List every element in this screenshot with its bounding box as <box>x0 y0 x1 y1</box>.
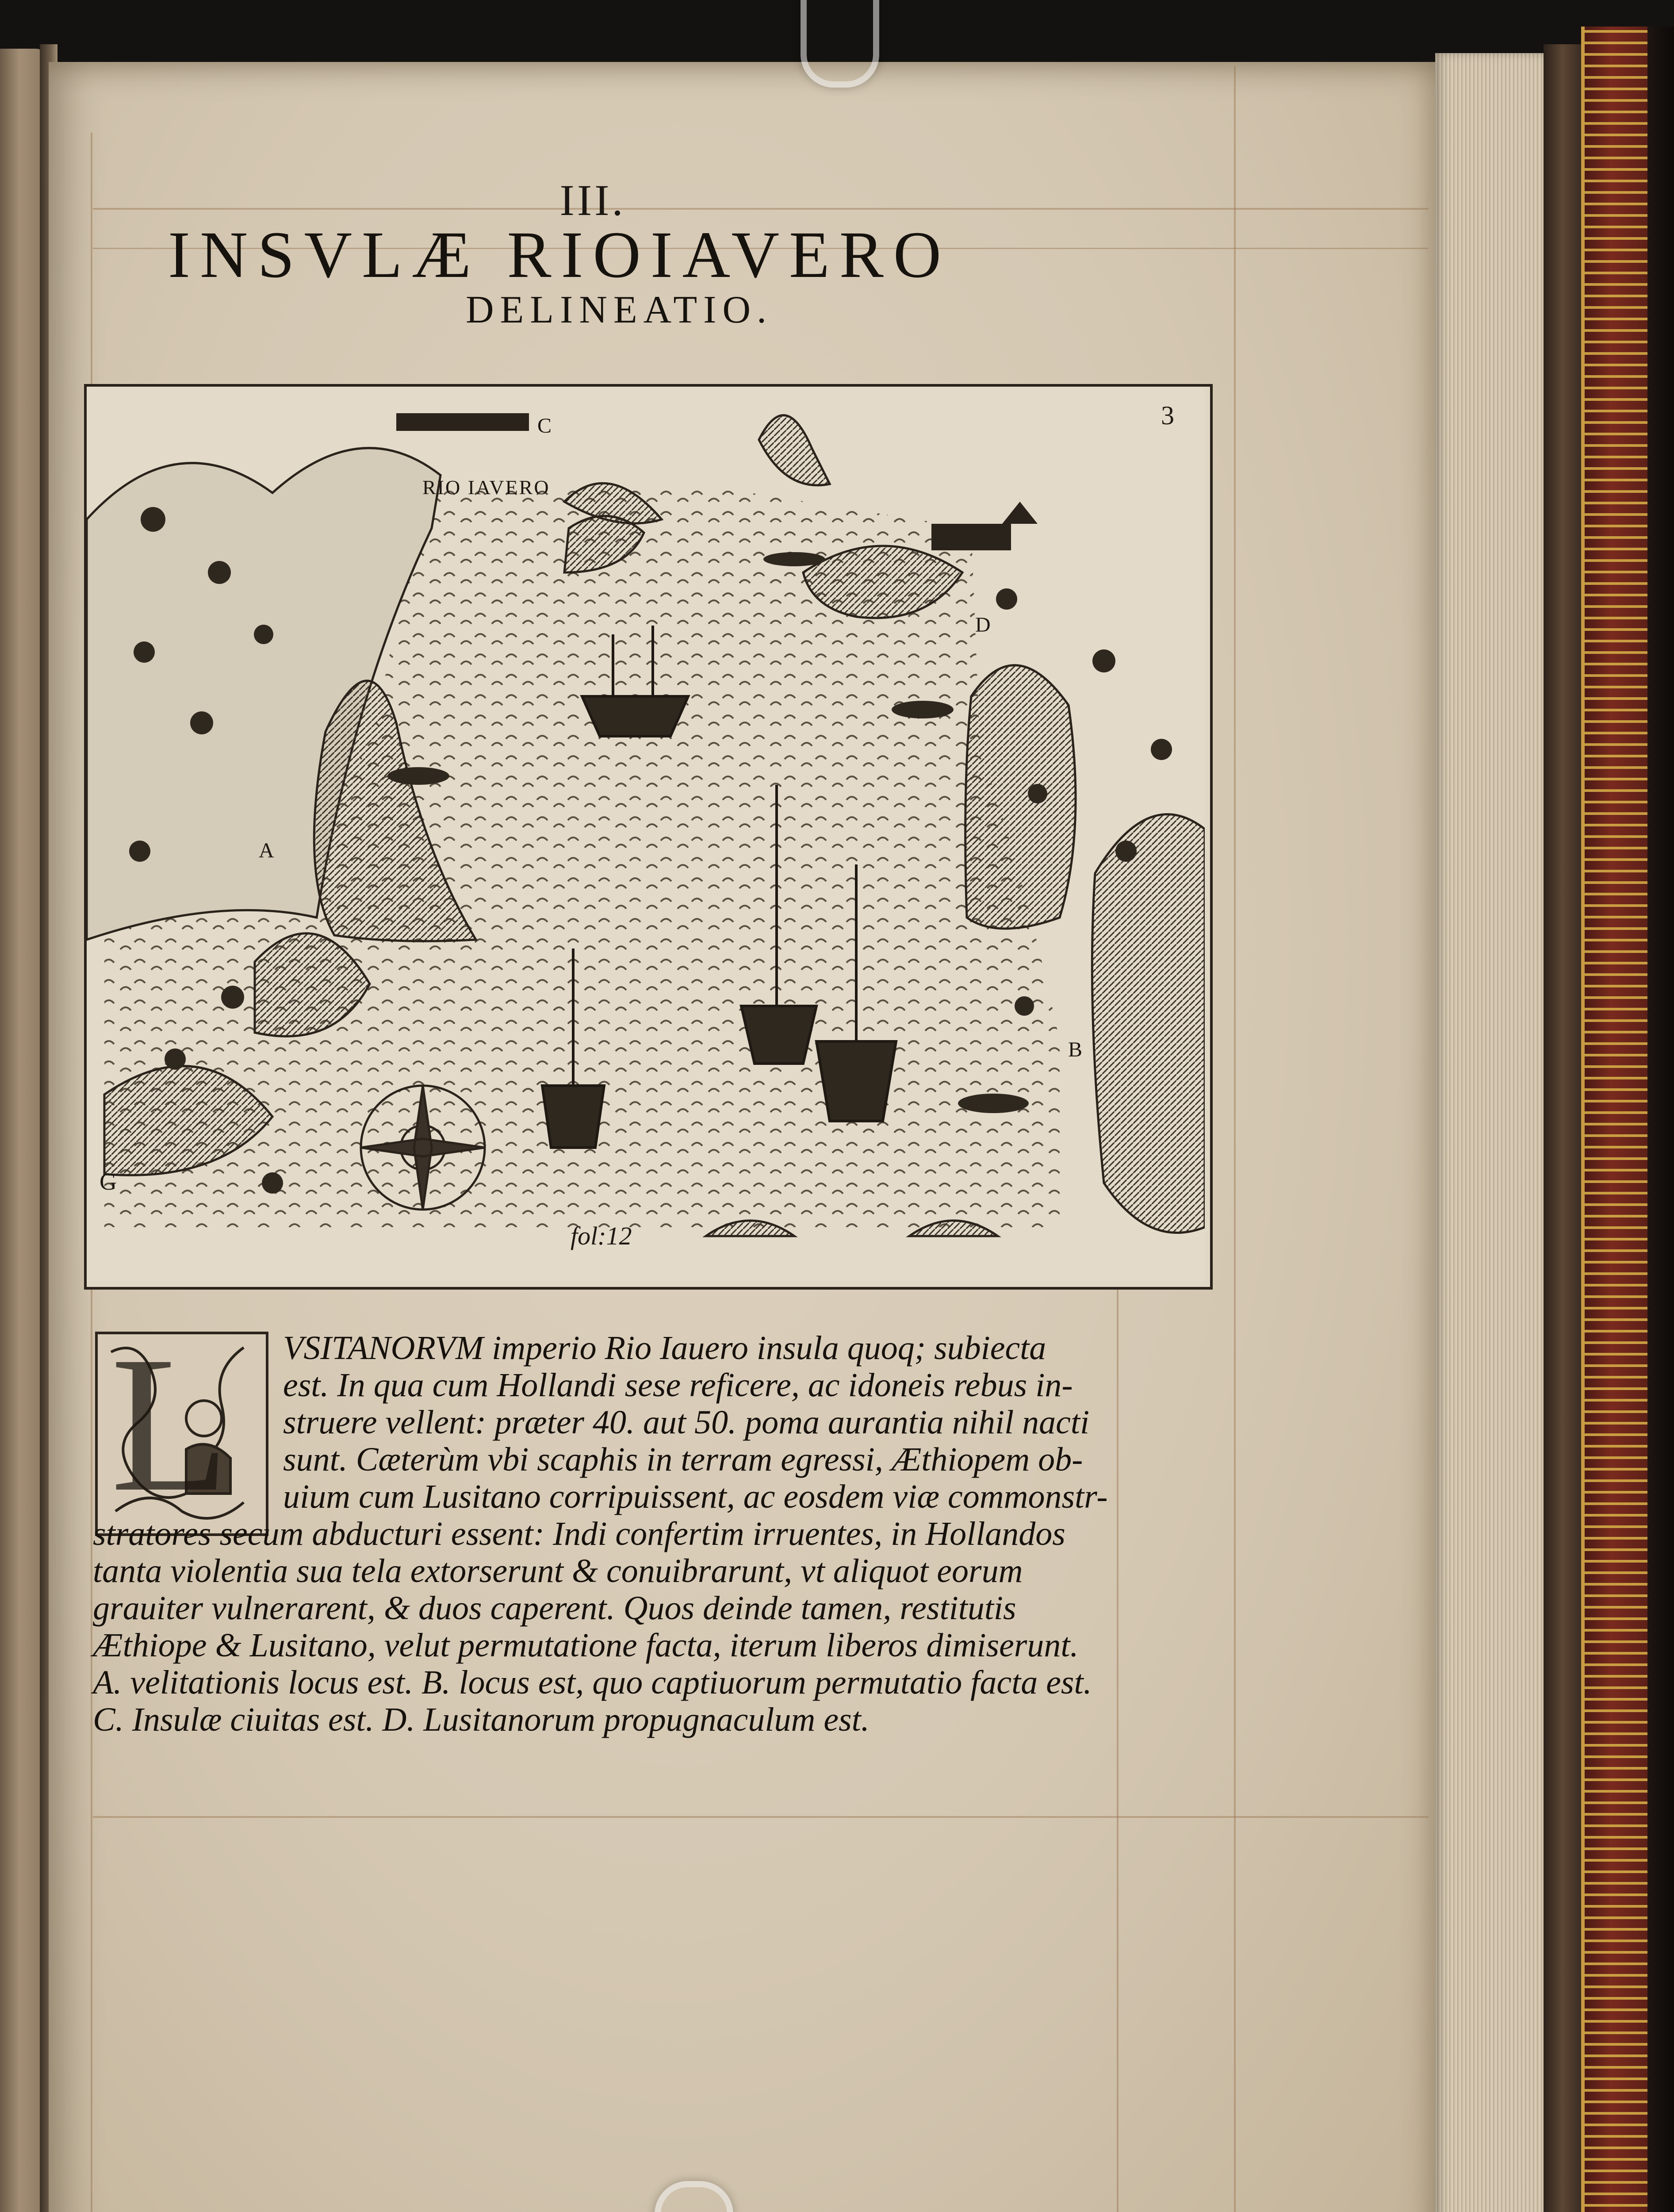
book-clip-top <box>801 0 879 88</box>
text-line: sunt. Cæterùm vbi scaphis in terram egressi, Æthiopem ob- <box>283 1441 1083 1478</box>
text-line: grauiter vulnerarent, & duos caperent. Quos deinde tamen, restitutis <box>93 1590 1016 1627</box>
gilt-binding <box>1581 27 1655 2212</box>
mountain <box>965 665 1076 929</box>
mountain <box>1092 814 1205 1233</box>
text-line: struere vellent: præter 40. aut 50. poma aurantia nihil nacti <box>283 1404 1090 1441</box>
drop-cap-letter: L <box>111 1317 230 1532</box>
text-line: A. velitationis locus est. B. locus est, quo captiuorum permutatio facta est. <box>93 1664 1092 1701</box>
text-line: Æthiope & Lusitano, velut permutatione facta, iterum liberos dimiserunt. <box>93 1627 1079 1664</box>
letter-label-b: B <box>1068 1038 1083 1061</box>
engraving-map <box>84 384 1213 1290</box>
page-subtitle: DELINEATIO. <box>465 288 773 331</box>
ruled-line <box>93 1816 1429 1818</box>
text-line: VSITANORVM imperio Rio Iauero insula quoq; subiecta <box>283 1329 1046 1367</box>
page-edges <box>1435 53 1550 2212</box>
compass-rose <box>361 1086 485 1210</box>
engraver-monogram: G <box>100 1168 117 1195</box>
letter-label-d: D <box>975 613 991 637</box>
letter-label-c: C <box>537 414 552 438</box>
plate-corner-number: 3 <box>1161 401 1174 430</box>
text-line: tanta violentia sua tela extorserunt & conuibrarunt, vt aliquot eorum <box>93 1552 1023 1590</box>
folio-label: fol:12 <box>571 1221 632 1250</box>
engraving-illustration <box>87 387 1205 1282</box>
ruled-line <box>1234 66 1236 2212</box>
ruled-line <box>1117 1283 1119 2212</box>
text-line: uium cum Lusitano corripuissent, ac eosdem viæ commonstr- <box>283 1478 1108 1515</box>
text-line: stratores secum abducturi essent: Indi confertim irruentes, in Hollandos <box>93 1515 1065 1552</box>
cover-board <box>1544 44 1581 2212</box>
plate-number-heading: III. <box>559 176 626 225</box>
page-title: INSVLÆ RIOIAVERO <box>168 218 951 292</box>
letter-label-a: A <box>259 839 274 862</box>
place-label: RIO IAVERO <box>422 476 550 499</box>
text-line: C. Insulæ ciuitas est. D. Lusitanorum propugnaculum est. <box>93 1701 870 1738</box>
text-line: est. In qua cum Hollandi sese reficere, ac idoneis rebus in- <box>283 1367 1073 1404</box>
binding-shadow <box>1647 27 1674 2212</box>
